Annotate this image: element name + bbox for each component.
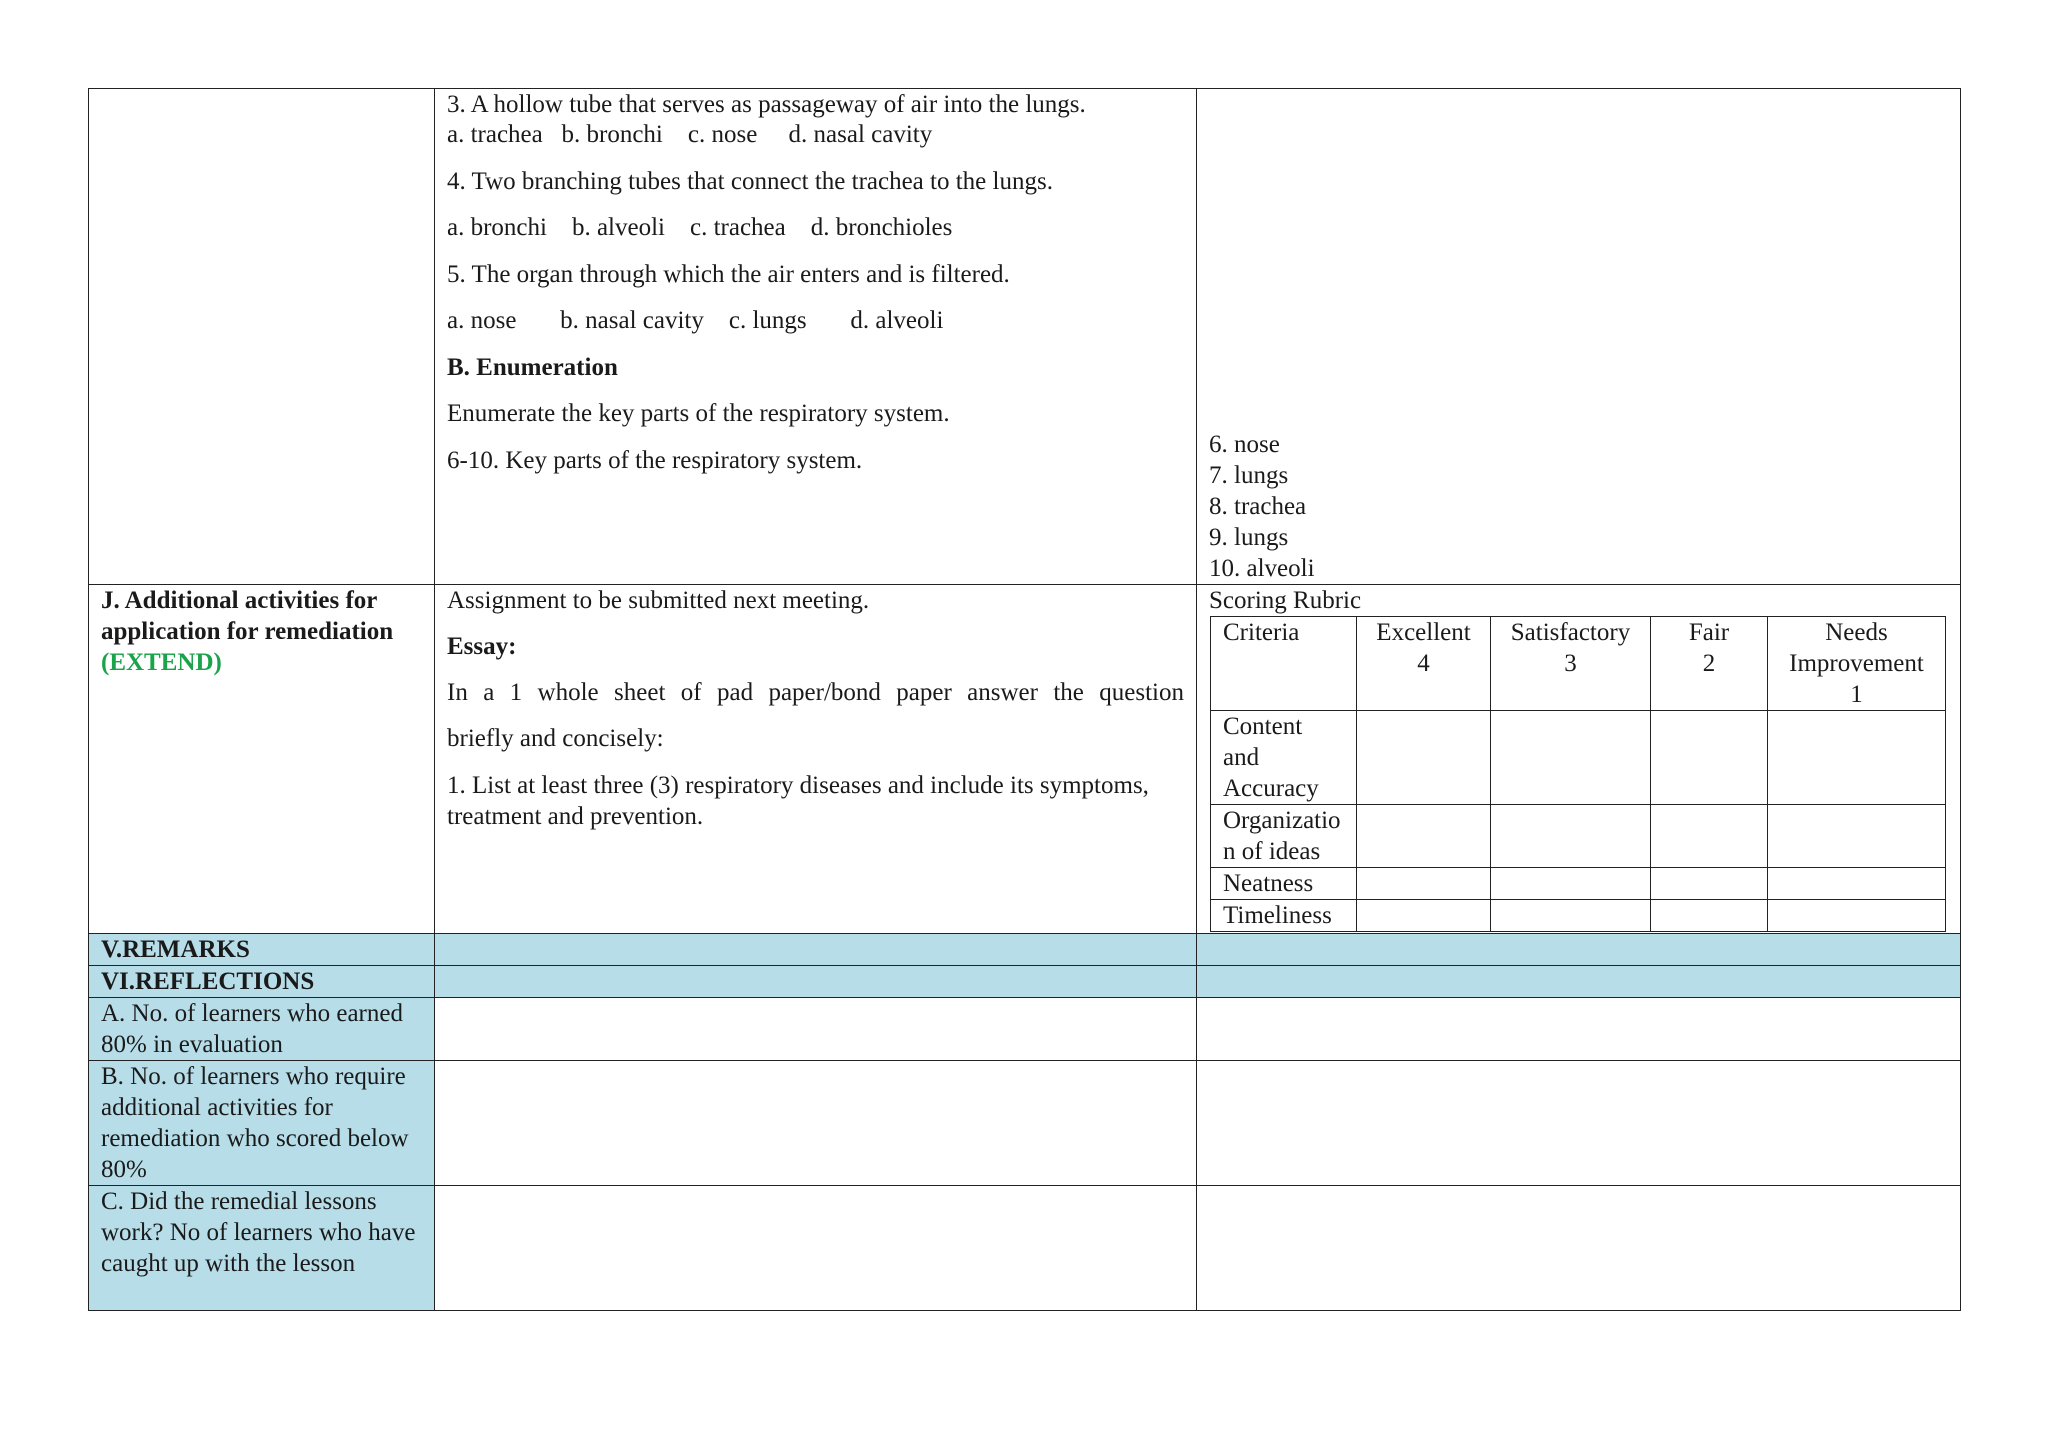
rubric-row-timeliness: [1211, 900, 1946, 932]
rubric-criterion: Organization of ideas: [1211, 805, 1357, 868]
answer-7: 7. lungs: [1209, 462, 1289, 489]
reflection-answer-c: [435, 1186, 1197, 1311]
rubric-header-needs-improvement: Needs Improvement 1: [1768, 617, 1946, 711]
assignment-cell: [435, 585, 1197, 934]
remarks-label: V.REMARKS: [89, 934, 435, 966]
question-4-choices: a. bronchi b. alveoli c. trachea d. bronchioles: [447, 214, 953, 241]
reflection-notes-c: [1197, 1186, 1961, 1311]
answer-9: 9. lungs: [1209, 524, 1289, 551]
question-3: 3. A hollow tube that serves as passageway of air into the lungs.: [447, 91, 1086, 118]
remarks-row: [89, 934, 1961, 966]
essay-instruction-line1: In a 1 whole sheet of pad paper/bond paper answer the question: [447, 679, 1184, 706]
question-3-choices: a. trachea b. bronchi c. nose d. nasal cavity: [447, 121, 933, 148]
enumeration-item: 6-10. Key parts of the respiratory system.: [447, 446, 863, 474]
answer-10: 10. alveoli: [1209, 555, 1315, 582]
extend-tag: (EXTEND): [101, 649, 222, 676]
evaluation-row: [89, 89, 1961, 585]
rubric-row-neatness: [1211, 868, 1946, 900]
reflection-notes-a: [1197, 998, 1961, 1061]
extend-label-cell: [89, 585, 435, 934]
rubric-header-excellent: Excellent 4: [1357, 617, 1491, 711]
question-4: 4. Two branching tubes that connect the trachea to the lungs.: [447, 167, 1053, 195]
rubric-cell: [1197, 585, 1961, 934]
rubric-row-content: [1211, 711, 1946, 805]
reflection-label-a: A. No. of learners who earned 80% in evaluation: [89, 998, 435, 1061]
rubric-row-organization: [1211, 805, 1946, 868]
question-5: 5. The organ through which the air enters and is filtered.: [447, 260, 1010, 288]
rubric-criterion: Neatness: [1211, 868, 1357, 900]
enumeration-heading: B. Enumeration: [447, 353, 618, 381]
answer-key-list: [1209, 429, 1315, 584]
evaluation-label-cell: [89, 89, 435, 585]
reflections-label: VI.REFLECTIONS: [89, 966, 435, 998]
extend-row: [89, 585, 1961, 934]
essay-question-1: 1. List at least three (3) respiratory diseases and include its symptoms, treatment and prevention.: [447, 772, 1149, 830]
extend-label-line2: application for remediation: [101, 618, 394, 645]
reflection-label-c: C. Did the remedial lessons work? No of learners who have caught up with the lesson: [89, 1186, 435, 1311]
answer-key-cell: [1197, 89, 1961, 585]
reflection-answer-a: [435, 998, 1197, 1061]
rubric-title: Scoring Rubric: [1209, 587, 1362, 614]
enumeration-instruction: Enumerate the key parts of the respiratory system.: [447, 400, 950, 427]
extend-label-line1: J. Additional activities for: [101, 587, 378, 614]
answer-8: 8. trachea: [1209, 493, 1307, 520]
essay-heading: Essay:: [447, 633, 517, 660]
rubric-header-fair: Fair 2: [1651, 617, 1768, 711]
reflection-answer-b: [435, 1061, 1197, 1186]
rubric-header-row: [1211, 617, 1946, 711]
reflection-row-c: [89, 1186, 1961, 1311]
scoring-rubric-table: [1210, 616, 1946, 932]
answer-6: 6. nose: [1209, 431, 1280, 458]
reflection-row-b: [89, 1061, 1961, 1186]
rubric-header-criteria: Criteria: [1211, 617, 1357, 711]
reflection-label-b: B. No. of learners who require additional activities for remediation who scored below 80%: [89, 1061, 435, 1186]
reflection-notes-b: [1197, 1061, 1961, 1186]
question-5-choices: a. nose b. nasal cavity c. lungs d. alveoli: [447, 307, 944, 334]
questions-cell: [435, 89, 1197, 585]
assignment-note: Assignment to be submitted next meeting.: [447, 587, 870, 614]
reflection-row-a: [89, 998, 1961, 1061]
lesson-plan-table: [88, 88, 1961, 1311]
rubric-header-satisfactory: Satisfactory 3: [1491, 617, 1651, 711]
essay-instruction-line2: briefly and concisely:: [447, 725, 664, 752]
rubric-criterion: Timeliness: [1211, 900, 1357, 932]
reflections-row: [89, 966, 1961, 998]
rubric-criterion: Content and Accuracy: [1211, 711, 1357, 805]
